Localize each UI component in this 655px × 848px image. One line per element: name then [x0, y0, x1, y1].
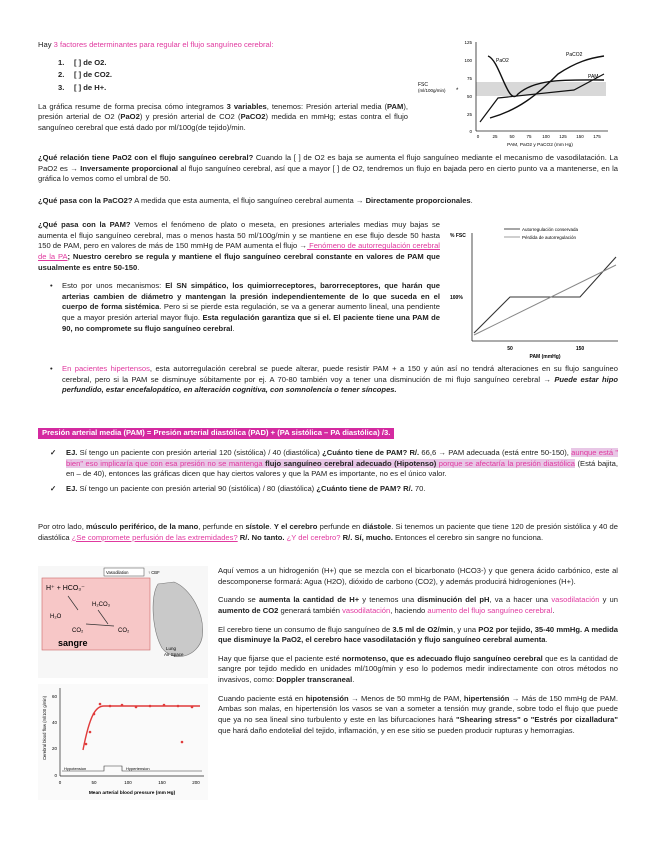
autorregulacion-link: Fenómeno de autorregulación cerebral de la PA [38, 241, 440, 261]
bullet-mecanismos: • Esto por unos mecanismos: El SN simpático, los quimiorreceptores, barorreceptores, que harán que arterias cambien de diámetro y mantengan la presión independientemente de lo que suceda en el cuerpo de forma sistémica. Pero si se pierde esta regulación, se va a generar aumento lineal, una pendiente que a mayor presión arterial mayor flujo. Esta regulación garantiza que si el. El paciente tiene una PAM de 90, no compromete su flujo sanguíneo cerebral. [48, 281, 440, 334]
data-point [85, 743, 88, 746]
xtick-50: 50 [507, 346, 513, 352]
pao2-section [38, 153, 618, 207]
factor-item: 1. [ ] de O2. [58, 57, 107, 67]
xtick-150: 150 [575, 346, 585, 352]
normotenso-paragraph: Hay que fijarse que el paciente esté normotenso, que es adecuado flujo sanguíneo cerebral que es la cantidad de sangre por tejido medido en unidades ml/100g/min y eso lo podemos medir indirectamente con otros métodos no invasivos, como: Doppler transcraneal. [218, 653, 618, 684]
ytick-100: 100% [450, 295, 463, 301]
airspace-label: Air Space [164, 652, 184, 657]
ytick: 125 [464, 40, 472, 45]
data-point [121, 704, 124, 707]
xtick: 50 [91, 780, 97, 785]
musculo-section [38, 522, 618, 543]
pam-label: PAM [588, 74, 599, 80]
xtick: 200 [192, 780, 200, 785]
hipertensos-bullets [48, 364, 618, 396]
fsc-yticks [464, 40, 472, 134]
data-point [89, 731, 92, 734]
xtick: 0 [58, 780, 62, 785]
xtick: 50 [509, 134, 515, 139]
h2co3-label: H₂CO₃ [92, 602, 111, 608]
legend-conservada: Autorregulación conservada [522, 227, 579, 232]
xtick: 150 [158, 780, 166, 785]
data-point [109, 705, 112, 708]
pao2-paragraph: ¿Qué relación tiene PaO2 con el flujo sanguíneo cerebral? Cuando la [ ] de O2 es baja se aumenta el flujo sanguíneo mediante el mecanismo de vasodilatación. La PaO2 es → Inversamente proporcional al flujo sanguíneo cerebral, así que a mayor [ ] de O2, tendremos un flujo en bajada pero en cierto punto va a mantenerse, en la gráfica lo vemos como el umbral de 50. [38, 153, 618, 184]
cbf-chart [38, 684, 208, 800]
hipotension-paragraph: Cuando paciente está en hipotensión → Menos de 50 mmHg de PAM, hipertensión → Más de 150 mmHg de PAM. Ambas son malas, en hipertensión los vasos se van a someter a tensión muy grande, sobre todo el flujo que puede que ya no sea lineal sino turbulento y este en las bifurcaciones hará "Shearing stress" o "Estrés por cizalladura" que hará daño endotelial del tejido, inflamación, y en ese sitio se pueden producir rupturas y hemorragias. [218, 693, 618, 735]
fsc-ylabel-unit: (ml/100g/min) [418, 88, 446, 93]
fsc-ylabel: FSC [418, 82, 428, 88]
equation-top: H⁺ + HCO₃⁻ [46, 585, 85, 592]
data-point [135, 706, 138, 709]
ytick: 0 [54, 773, 57, 778]
data-point [99, 703, 102, 706]
xtick: 25 [492, 134, 498, 139]
hidrogenion-paragraph: Aquí vemos a un hidrogenión (H+) que se mezcla con el bicarbonato (HCO3-) y que genera ácido carbónico, este al descomponerse formará: Agua (H2O), dióxido de carbono (CO2), y además producirá hidrogeniones (H+). [218, 566, 618, 586]
musculo-paragraph: Por otro lado, músculo periférico, de la mano, perfunde en sístole. Y el cerebro perfunde en diástole. Si tenemos un paciente que tiene 120 de presión sistólica y 40 de diastólica ¿Se compromete perfusión de las extremidades? R/. No tanto. ¿Y del cerebro? R/. Sí, mucho. Entonces el cerebro sin sangre no funciona. [38, 522, 618, 542]
cbf-figure [38, 684, 208, 800]
ytick: 50 [466, 94, 472, 99]
h2o-label: H₂O [50, 614, 62, 620]
hipertensos-section [48, 364, 618, 400]
data-point [163, 704, 166, 707]
xtick: 0 [476, 134, 480, 139]
conservada-line [474, 257, 616, 333]
data-point [191, 706, 194, 709]
fsc-figure [418, 38, 618, 150]
fsc-xlabel: PAM, PaO2 y PaCO2 (mm Hg) [507, 143, 573, 148]
xtick: 75 [526, 134, 532, 139]
ph-paragraph: Cuando se aumenta la cantidad de H+ y tenemos una disminución del pH, va a hacer una vasodilatación y un aumento de CO2 generará también vasodilatación, haciendo aumento del flujo sanguíneo cerebral. [218, 595, 618, 615]
fsc-percent-label: % FSC [450, 233, 466, 239]
formula-banner [38, 428, 394, 439]
xtick: 100 [542, 134, 550, 139]
pao2-label: PaO2 [496, 58, 509, 64]
pam-section [38, 220, 440, 338]
blood-label: sangre [58, 638, 88, 648]
intro-line: Hay 3 factores determinantes para regular el flujo sanguíneo cerebral: [38, 40, 274, 49]
lung-label: Lung [166, 646, 177, 651]
data-point [177, 705, 180, 708]
grafica-paragraph: La gráfica resume de forma precisa cómo integramos 3 variables, tenemos: Presión arterial media (PAM), presión arterial de O2 (PaO2) y presión arterial de CO2 (PaCO2) medida en mmHg; estas contra el flujo sanguíneo cerebral que está dado por ml/100g(de tejido)/min. [38, 101, 408, 132]
autorregulacion-chart [448, 223, 620, 361]
legend-perdida: Pérdida de autorregulación [522, 235, 577, 240]
fsc-chart [418, 38, 618, 150]
consumo-paragraph: El cerebro tiene un consumo de flujo sanguíneo de 3.5 ml de O2/min, y una PO2 por tejido, 35-40 mmHg. A medida que disminuye la PaO2, el cerebro hace vasodilatación y flujo sanguíneo cerebral aumenta. [218, 624, 619, 645]
asterisk: * [456, 88, 459, 94]
data-point [149, 705, 152, 708]
xtick: 175 [593, 134, 601, 139]
hypotension-label: Hypotension [64, 766, 87, 771]
paco2-label: PaCO2 [566, 52, 583, 58]
hidrogenion-figure [38, 566, 208, 678]
ytick: 20 [51, 746, 57, 751]
factor-item: 3. [ ] de H+. [58, 82, 107, 92]
vasodilation-label: Vasodilation [106, 570, 129, 575]
ejemplo-2: ✓ EJ. Sí tengo un paciente con presión arterial 90 (sistólica) / 80 (diastólica) ¿Cuánto tiene de PAM? R/. 70. [44, 484, 618, 495]
co2-right-label: CO₂ [118, 628, 130, 634]
cbf-xlabel: Mean arterial blood pressure (mm Hg) [88, 791, 176, 796]
hypertension-label: Hypertension [126, 766, 150, 771]
perdida-line [474, 265, 616, 335]
fsc-xticks [477, 134, 602, 139]
data-point [93, 713, 96, 716]
ytick: 25 [466, 112, 472, 117]
ejemplo-1: ✓ EJ. Sí tengo un paciente con presión arterial 120 (sistólica) / 40 (diastólica) ¿Cuánto tiene de PAM? R/. 66,6 → PAM adecuada (está entre 50-150), aunque está " bien" eso implicaría que con esa presión no se mantenga flujo sanguíneo cerebral adecuado (Hipotenso) porque se afectaría la presión diastólica (Está bajita, en – de 40), entonces las gráficas dicen que hay ciertos valores y que la PAM es importante, no es el único valor. [44, 448, 618, 480]
cbf-ylabel: Cerebral blood flow (ml/100 g/min) [42, 695, 47, 760]
intro-section [38, 40, 408, 133]
pam-formula: Presión arterial media (PAM) = Presión arterial diastólica (PAD) + (PA sistólica – PA diastólica) /3. [38, 428, 394, 439]
bullet-hipertensos: • En pacientes hipertensos, esta autorregulación cerebral se puede alterar, puede resistir PAM + a 150 y aún así no tendrá alteraciones en su flujo sanguíneo cerebral, pero si la PAM se disminuye súbitamente por ej. A 70-80 también voy a tener una disminución de mi flujo sanguíneo cerebral → Puede estar hipo perfundido, estar encefalopático, en alteración cognitiva, con somnolencia o tener síncopes. [48, 364, 618, 396]
xtick: 100 [124, 780, 132, 785]
ejemplos-section [44, 448, 618, 495]
factor-item: 2. [ ] de CO2. [58, 70, 112, 80]
cbf-label: ↑ CBF [148, 570, 160, 575]
hidrogenion-diagram [38, 566, 208, 678]
autorregulacion-figure [448, 223, 620, 361]
ytick: 75 [466, 76, 472, 81]
right-column-section [218, 566, 618, 736]
pam-paragraph: ¿Qué pasa con la PAM? Vemos el fenómeno de plato o meseta, en presiones arteriales medias muy bajas se aumenta el flujo sanguíneo cerebral, mas o menos hasta 50 ml/100g/min y se mantiene en ese flujo desde 50 hasta 150 de PAM, pero en valores de más de 150 mmHg de PAM aumenta el flujo → Fenómeno de autorregulación cerebral de la PA; Nuestro cerebro se regula y mantiene el flujo sanguíneo cerebral constante en valores de PAM que usualmente es entre 50-150. [38, 220, 440, 272]
xtick: 125 [559, 134, 567, 139]
ytick: 40 [51, 720, 57, 725]
ytick: 0 [469, 129, 472, 134]
paco2-paragraph: ¿Qué pasa con la PaCO2? A medida que esta aumenta, el flujo sanguíneo cerebral aumenta → Directamente proporcionales. [38, 195, 473, 205]
factors-list [58, 58, 408, 94]
ytick: 100 [464, 58, 472, 63]
data-point [181, 741, 184, 744]
ytick: 60 [51, 694, 57, 699]
co2-left-label: CO₂ [72, 628, 84, 634]
xtick: 150 [576, 134, 584, 139]
pam-bullets [48, 281, 440, 334]
intro-highlight: 3 factores determinantes para regular el flujo sanguíneo cerebral: [53, 40, 274, 49]
pam-xlabel: PAM (mmHg) [529, 354, 561, 360]
